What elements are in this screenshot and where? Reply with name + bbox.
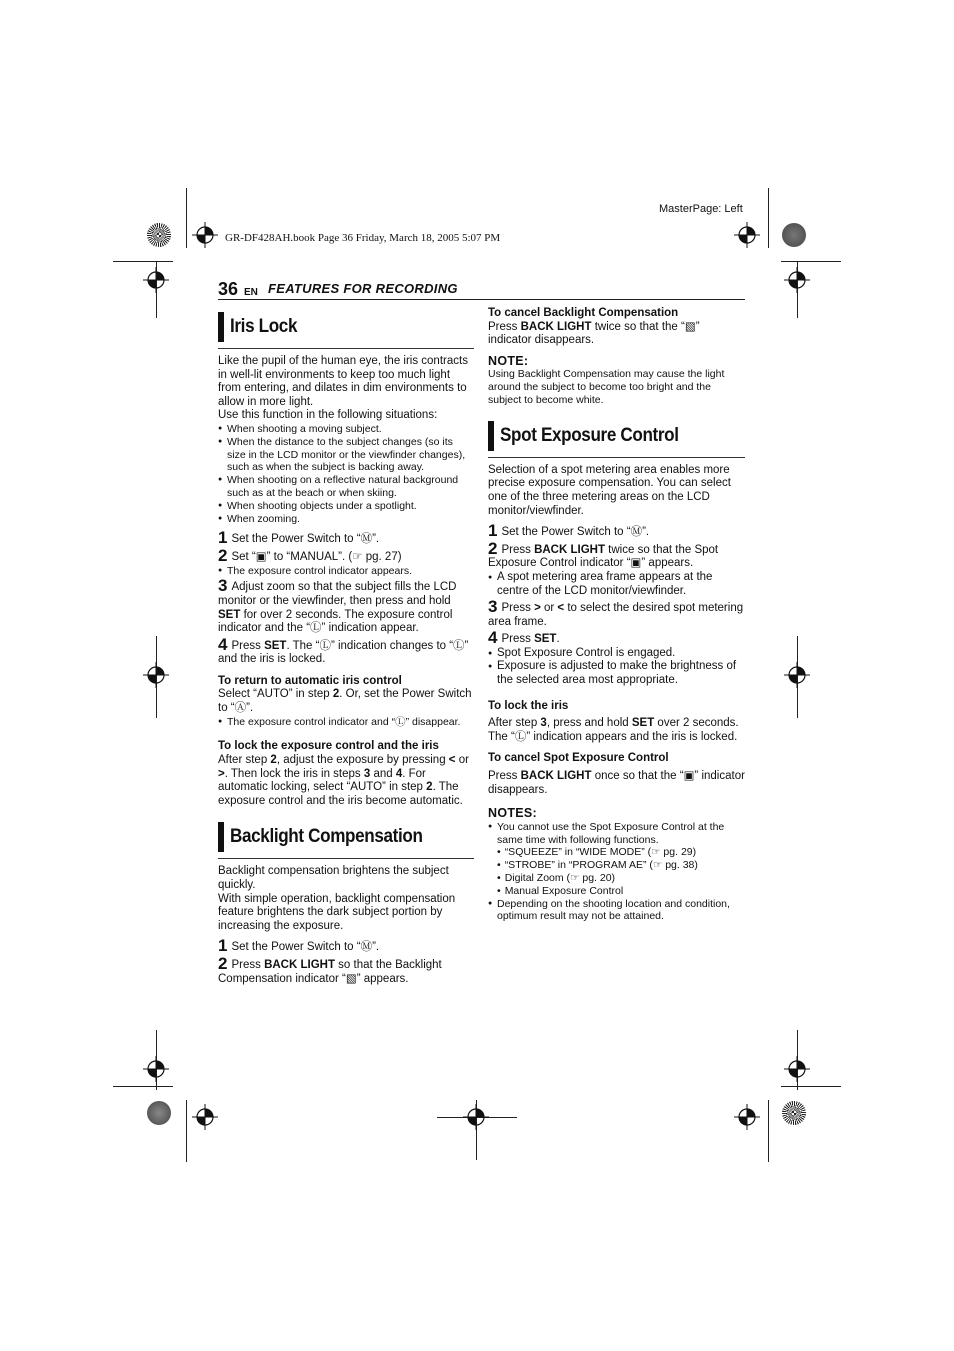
iris-use: Use this function in the following situations:: [218, 409, 438, 422]
registration-mark-icon: [143, 1056, 169, 1082]
iris-lock-heading: [218, 310, 474, 349]
registration-mark-icon: [192, 1104, 218, 1130]
notes-heading: NOTES:: [488, 806, 538, 821]
section-title: FEATURES FOR RECORDING: [268, 281, 458, 296]
step-ref: 2: [270, 754, 277, 767]
key-label: SET: [264, 639, 287, 652]
backlight-title: Backlight Compensation: [230, 826, 423, 848]
step-number: 3: [488, 597, 498, 617]
backlight-intro: With simple operation, backlight compensation feature brightens the dark subject portion by increasing the exposure.: [218, 892, 456, 932]
registration-mark-icon: [784, 1056, 810, 1082]
text: and: [370, 767, 396, 780]
step-text: Set the Power Switch to “Ⓜ”.: [231, 533, 380, 546]
text: After step: [488, 717, 541, 730]
registration-mark-icon: [784, 267, 810, 293]
paragraph: [488, 321, 745, 348]
text: over 2 seconds. The “Ⓛ” indication appears and the iris is locked.: [488, 717, 739, 743]
key-label: SET: [218, 608, 241, 621]
subheading: To return to automatic iris control: [218, 674, 402, 687]
list-item: ● When zooming.: [218, 513, 474, 526]
crop-line: [186, 188, 187, 248]
step-2: [218, 954, 474, 986]
list-item: ● Exposure is adjusted to make the brightness of the selected area most appropriate.: [488, 660, 745, 687]
book-info-line: GR-DF428AH.book Page 36 Friday, March 18, 2005 5:07 PM: [225, 232, 501, 244]
step-number: 1: [218, 936, 228, 956]
heading-bar: [488, 421, 494, 451]
text: . For automatic locking, select “AUTO” in step: [218, 767, 427, 794]
page-number: 36: [218, 279, 239, 299]
step-text: Press: [501, 633, 535, 646]
color-bar-dial-icon: [782, 1101, 806, 1125]
step-text: Set the Power Switch to “Ⓜ”.: [231, 941, 380, 954]
list-item: ● Depending on the shooting location and condition, optimum result may not be attained.: [488, 898, 745, 924]
step-number: 2: [218, 545, 228, 565]
list-subitem: • Manual Exposure Control: [488, 885, 745, 898]
step-number: 4: [488, 628, 498, 648]
text: . Then lock the iris in steps: [224, 767, 364, 780]
text: . The exposure control and the iris become automatic.: [218, 781, 463, 807]
step-ref: 4: [395, 767, 403, 780]
step-number: 2: [488, 538, 498, 558]
text: After step: [218, 754, 271, 767]
list-item: ● Spot Exposure Control is engaged.: [488, 647, 745, 661]
key-label: >: [534, 602, 541, 615]
text: twice so that the “▧” indicator disappears.: [488, 320, 700, 347]
step-1: [488, 521, 745, 541]
paragraph: [488, 770, 745, 797]
registration-mark-icon: [463, 1104, 489, 1130]
crop-line: [768, 1100, 769, 1162]
step-text: Press: [231, 959, 265, 971]
note-text: Using Backlight Compensation may cause the light around the subject to become too bright and the subject to become white.: [488, 368, 725, 406]
key-label: BACK LIGHT: [520, 770, 592, 783]
heading-bar: [218, 312, 224, 342]
list-item: ● A spot metering area frame appears at the centre of the LCD monitor/viewfinder.: [488, 571, 745, 598]
heading-bar: [218, 822, 224, 852]
step-text: Adjust zoom so that the subject fills the LCD monitor or the viewfinder, then press and hold: [218, 581, 457, 607]
registration-mark-icon: [784, 662, 810, 688]
step-number: 4: [218, 634, 228, 654]
page-header: [218, 281, 745, 300]
step-text: Press: [501, 543, 535, 556]
registration-mark-icon: [734, 1104, 760, 1130]
text: once so that the “▣” indicator disappears.: [488, 770, 745, 796]
gray-patch-dial-icon: [782, 223, 806, 247]
backlight-intro: Backlight compensation brightens the subject quickly.: [218, 865, 449, 892]
right-column: [488, 307, 745, 923]
list-item: ● When shooting a moving subject.: [218, 423, 474, 436]
note-heading: NOTE:: [488, 353, 529, 368]
registration-mark-icon: [192, 222, 218, 248]
step-text: Set the Power Switch to “Ⓜ”.: [501, 526, 650, 539]
key-label: >: [218, 767, 225, 780]
spot-exposure-heading: [488, 419, 745, 458]
list-item: ● The exposure control indicator appears.: [218, 565, 474, 578]
step-ref: 2: [332, 688, 340, 701]
list-item: ● When the distance to the subject changes (so its size in the LCD monitor or the viewfinder changes), such as when the subject is backing away.: [218, 436, 474, 474]
step-4: [218, 634, 474, 667]
crop-line: [781, 261, 841, 262]
iris-intro: Like the pupil of the human eye, the iris contracts in well-lit environments to keep too much light from entering, and dilates in dim environments to allow in more light.: [218, 355, 468, 408]
step-number: 3: [218, 576, 228, 596]
key-label: SET: [631, 717, 655, 730]
step-1: [218, 936, 474, 956]
crop-line: [768, 188, 769, 248]
crop-line: [113, 261, 173, 262]
text: or: [455, 754, 469, 767]
step-number: 2: [218, 954, 228, 973]
iris-lock-title: Iris Lock: [230, 316, 298, 337]
crop-line: [113, 1086, 173, 1087]
step-text: to select the desired spot metering area frame.: [488, 602, 744, 628]
step-text: . The “Ⓛ” indication changes to “Ⓛ” and the iris is locked.: [218, 639, 469, 666]
left-column: [218, 310, 474, 986]
step-text: .: [556, 633, 560, 646]
text: , press and hold: [546, 717, 632, 730]
text: Press: [488, 320, 521, 333]
list-item: ● The exposure control indicator and “Ⓛ” disappear.: [218, 716, 474, 729]
step-2: [218, 545, 474, 565]
spot-exposure-title: Spot Exposure Control: [500, 424, 679, 446]
list-item: ● When shooting objects under a spotlight.: [218, 500, 474, 513]
step-2: [488, 538, 745, 571]
list-item: ● When shooting on a reflective natural background such as at the beach or when skiing.: [218, 474, 474, 500]
paragraph: [488, 717, 745, 744]
backlight-heading: [218, 820, 474, 859]
registration-mark-icon: [143, 662, 169, 688]
step-text: Press: [231, 639, 265, 652]
registration-mark-icon: [734, 222, 760, 248]
key-label: <: [557, 602, 565, 615]
step-ref: 3: [540, 717, 547, 730]
gray-patch-dial-icon: [147, 1101, 171, 1125]
list-subitem: • Digital Zoom (☞ pg. 20): [488, 872, 745, 885]
step-text: so that the Backlight Compensation indicator “▧” appears.: [218, 959, 442, 985]
step-text: for over 2 seconds. The exposure control indicator and the “Ⓛ” indication appear.: [218, 608, 453, 635]
text: . Or, set the Power Switch to “Ⓐ”.: [218, 688, 472, 715]
crop-line: [186, 1100, 187, 1162]
key-label: BACK LIGHT: [534, 543, 605, 556]
key-label: BACK LIGHT: [264, 959, 335, 971]
step-3: [488, 597, 745, 629]
masterpage-label: MasterPage: Left: [659, 203, 743, 215]
step-number: 1: [218, 528, 228, 548]
subheading: To cancel Spot Exposure Control: [488, 752, 669, 765]
paragraph: [218, 754, 474, 808]
step-text: twice so that the Spot Exposure Control indicator “▣” appears.: [488, 543, 719, 570]
step-text: Press: [501, 602, 535, 615]
spot-intro: Selection of a spot metering area enables more precise exposure compensation. You can select one of the three metering areas on the LCD monitor/viewfinder.: [488, 463, 731, 517]
text: Press: [488, 770, 521, 783]
text: Select “AUTO” in step: [218, 688, 333, 701]
list-subitem: • “STROBE” in “PROGRAM AE” (☞ pg. 38): [488, 859, 745, 872]
step-ref: 2: [426, 781, 433, 794]
subheading: To cancel Backlight Compensation: [488, 307, 679, 319]
list-item: ● You cannot use the Spot Exposure Control at the same time with following functions.: [488, 821, 745, 847]
step-number: 1: [488, 521, 498, 541]
paragraph: [218, 688, 474, 715]
key-label: <: [448, 754, 456, 767]
step-3: [218, 576, 474, 635]
color-bar-dial-icon: [147, 223, 171, 247]
step-text: Set “▣” to “MANUAL”. (☞ pg. 27): [231, 550, 402, 563]
subheading: To lock the iris: [488, 699, 569, 712]
key-label: SET: [534, 633, 557, 646]
step-ref: 3: [363, 767, 371, 780]
language-tag: EN: [244, 287, 258, 298]
crop-line: [781, 1086, 841, 1087]
key-label: BACK LIGHT: [520, 320, 592, 333]
step-4: [488, 628, 745, 648]
text: , adjust the exposure by pressing: [276, 754, 449, 767]
step-1: [218, 528, 474, 548]
list-subitem: • “SQUEEZE” in “WIDE MODE” (☞ pg. 29): [488, 846, 745, 859]
step-text: or: [540, 602, 558, 615]
registration-mark-icon: [143, 267, 169, 293]
subheading: To lock the exposure control and the iris: [218, 740, 439, 753]
